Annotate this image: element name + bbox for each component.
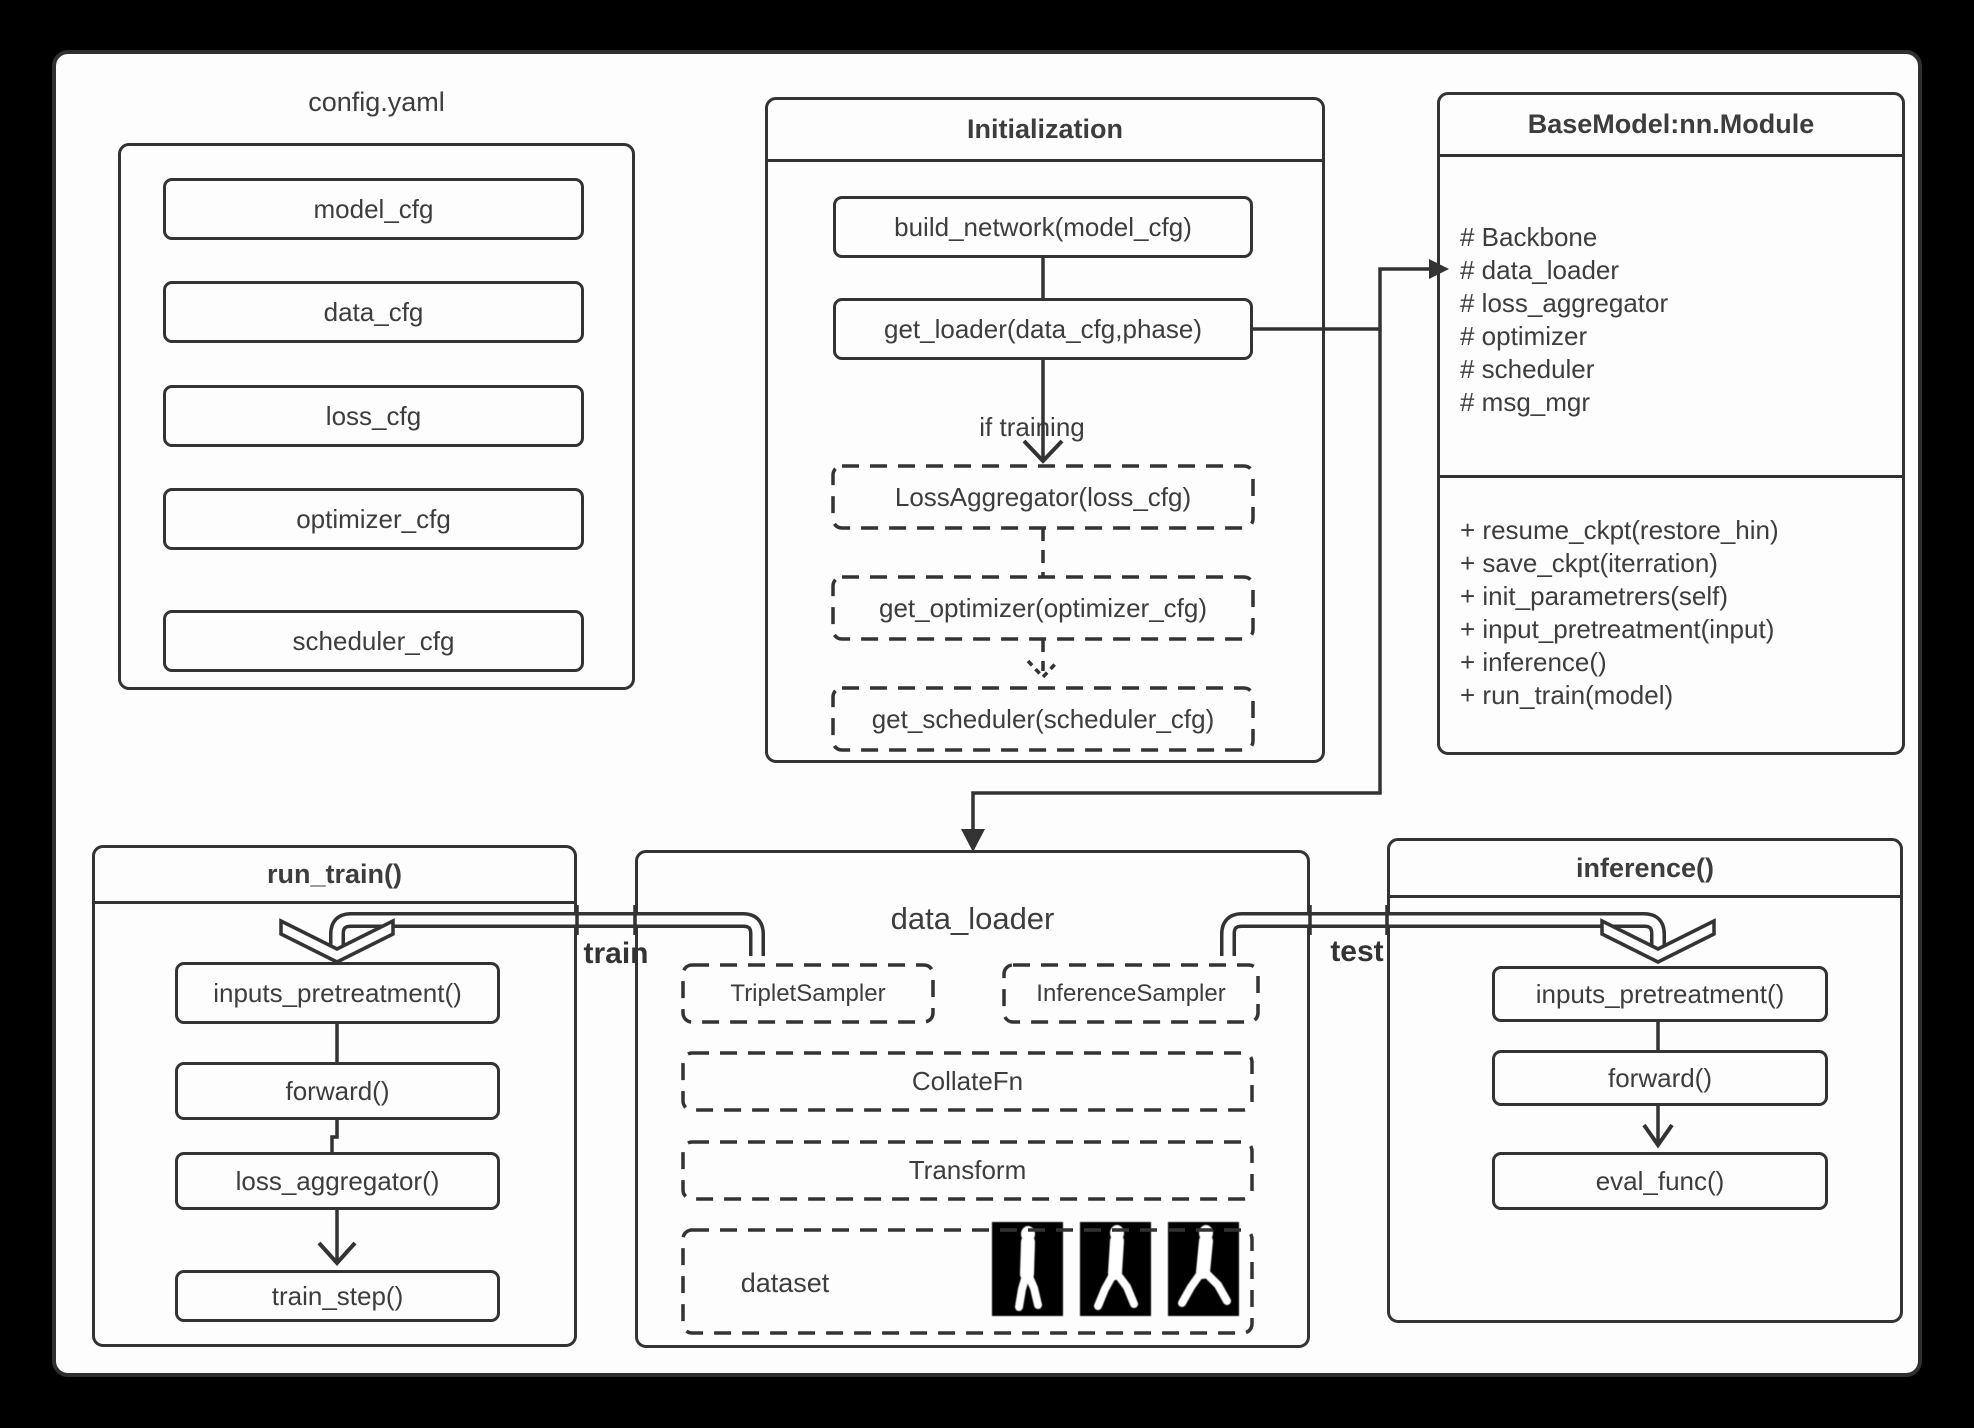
basemodel-method: + run_train(model) <box>1460 680 1674 710</box>
config-item-loss-cfg: loss_cfg <box>163 385 584 447</box>
loss-aggregator-step: LossAggregator(loss_cfg) <box>894 481 1192 512</box>
config-item-model-cfg: model_cfg <box>163 178 584 240</box>
inference-title: inference() <box>1390 841 1900 898</box>
basemodel-attribute: # optimizer <box>1460 321 1588 351</box>
gait-silhouette-icon <box>1080 1222 1151 1316</box>
run-train-inputs-pretreatment-step: inputs_pretreatment() <box>175 962 500 1024</box>
config-item-data-cfg: data_cfg <box>163 281 584 343</box>
get-loader-step: get_loader(data_cfg,phase) <box>833 298 1253 360</box>
gait-silhouette-icon <box>1168 1222 1239 1316</box>
config-yaml-title: config.yaml <box>308 86 445 117</box>
inference-sampler-step: InferenceSampler <box>1036 979 1226 1007</box>
basemodel-attribute: # msg_mgr <box>1460 387 1591 417</box>
basemodel-method: + input_pretreatment(input) <box>1460 614 1775 644</box>
config-item-scheduler-cfg: scheduler_cfg <box>163 610 584 672</box>
train-edge-label: train <box>583 937 649 970</box>
transform-step: Transform <box>908 1155 1027 1185</box>
basemodel-method: + save_ckpt(iterration) <box>1460 548 1718 578</box>
run-train-loss-aggregator-step: loss_aggregator() <box>175 1152 500 1210</box>
basemodel-attributes-section <box>1440 157 1902 478</box>
if-training-label: if training <box>979 411 1085 442</box>
run-train-forward-step: forward() <box>175 1062 500 1120</box>
basemodel-method: + inference() <box>1460 647 1607 677</box>
inference-inputs-pretreatment-step: inputs_pretreatment() <box>1492 966 1828 1022</box>
basemodel-methods-section <box>1440 478 1902 712</box>
get-optimizer-step: get_optimizer(optimizer_cfg) <box>878 592 1207 623</box>
basemodel-attribute: # loss_aggregator <box>1460 288 1669 318</box>
basemodel-attribute: # scheduler <box>1460 354 1595 384</box>
build-network-step: build_network(model_cfg) <box>833 196 1253 258</box>
config-item-optimizer-cfg: optimizer_cfg <box>163 488 584 550</box>
run-train-title: run_train() <box>95 848 574 904</box>
basemodel-method: + init_parametrers(self) <box>1460 581 1729 611</box>
triplet-sampler-step: TripletSampler <box>730 979 886 1007</box>
inference-eval-func-step: eval_func() <box>1492 1152 1828 1210</box>
get-scheduler-step: get_scheduler(scheduler_cfg) <box>871 703 1215 734</box>
basemodel-method: + resume_ckpt(restore_hin) <box>1460 515 1779 545</box>
data-loader-title: data_loader <box>890 901 1055 936</box>
collate-fn-step: CollateFn <box>911 1066 1024 1096</box>
initialization-title: Initialization <box>768 100 1322 162</box>
dataset-label: dataset <box>740 1267 830 1298</box>
basemodel-attribute: # Backbone <box>1460 222 1598 252</box>
basemodel-box <box>1437 92 1905 755</box>
gait-silhouette-icon <box>992 1222 1063 1316</box>
inference-forward-step: forward() <box>1492 1050 1828 1106</box>
basemodel-title: BaseModel:nn.Module <box>1440 95 1902 157</box>
basemodel-attribute: # data_loader <box>1460 255 1620 285</box>
test-edge-label: test <box>1330 935 1384 968</box>
run-train-train-step: train_step() <box>175 1270 500 1322</box>
